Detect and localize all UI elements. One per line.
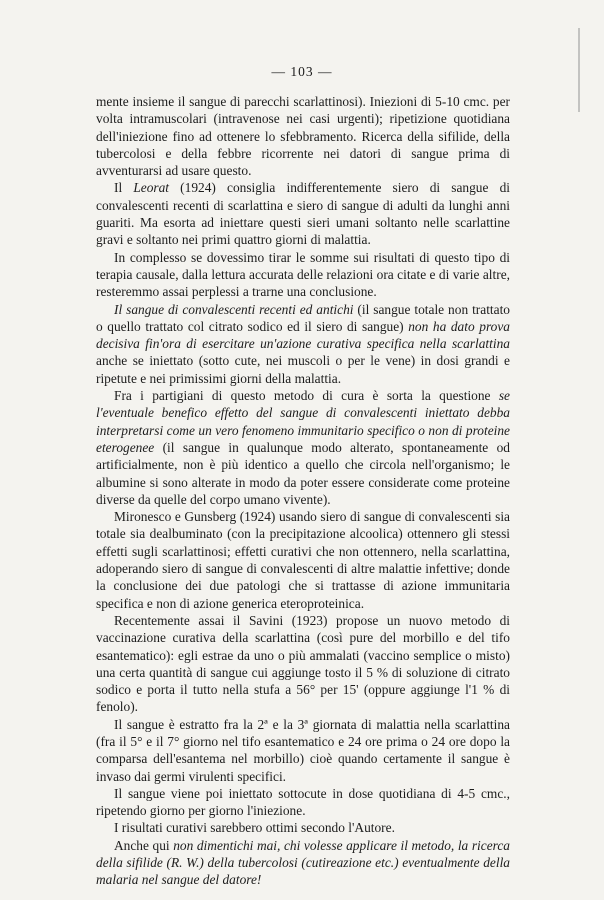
italic-text: non ha dato prova decisiva fin'ora di esercitare un'azione curativa specifica nella scarlattina	[96, 318, 510, 352]
text-run: In complesso se dovessimo tirar le somme sui risultati di questo tipo di terapia causale, dalla lettura accurata delle relazioni ora citate e di varie altre, resteremmo assai perplessi a trarne una conclusione.	[96, 249, 510, 300]
text-run: Il sangue viene poi iniettato sottocute in dose quotidiana di 4-5 cmc., ripetendo giorno per giorno l'iniezione.	[96, 785, 510, 819]
paragraph	[96, 93, 510, 179]
text-run: Recentemente assai il Savini (1923) propose un nuovo metodo di vaccinazione curativa della scarlattina (così pure del morbillo e del tifo esantematico): egli estrae da uno o più ammalati (vaccino semplice o misto) una certa quantità di sangue cui aggiunge tosto il 5 % di soluzione di citrato sodico e porta il tutto nella stufa a 56° per 15' (oppure aggiunge l'1 % di fenolo).	[96, 612, 510, 715]
text-run: Mironesco e Gunsberg (1924) usando siero di sangue di convalescenti sia totale sia dealbuminato (con la precipitazione alcoolica) ottennero gli stessi effetti sugli scarlattinosi; effetti curativi che non ottennero, nella scarlattina, adoperando siero di sangue di convalescenti di altre malattie infettive; donde la conclusione dei due patologi che si trattasse di azione immunitaria specifica e non di azione generica eteroproteinica.	[96, 509, 510, 611]
paragraph	[96, 612, 510, 716]
text-run: Fra i partigiani di questo metodo di cura è sorta la questione	[114, 388, 499, 404]
text-run: (il sangue in qualunque modo alterato, spontaneamente od artificialmente, non è più identico a quello che circola nell'organismo; le albumine si sono alterate in modo da poter essere considerate come proteine diverse da quelle del corpo umano vivente).	[96, 439, 510, 507]
paragraph	[96, 716, 510, 785]
paragraph	[96, 819, 510, 836]
text-run: (il sangue totale non trattato o quello trattato col citrato sodico ed il siero di sangue)	[96, 301, 510, 334]
text-run: Anche qui	[114, 837, 174, 853]
text-run: mente insieme il sangue di parecchi scarlattinosi). Iniezioni di 5-10 cmc. per volta intramuscolari (intravenose nei casi urgenti); ripetizione quotidiana dell'iniezione fino ad ottenere lo sfebbramento. Ricerca della sifilide, della tubercolosi e della febbre ricorrente nei datori di sangue prima di avventurarsi ad usare questo.	[96, 94, 510, 179]
paragraph	[96, 508, 510, 612]
paragraph	[96, 785, 510, 820]
paragraph	[96, 387, 510, 508]
text-run: (1924) consiglia indifferentemente siero di sangue di convalescenti recenti di scarlattina e siero di sangue di adulti da lunghi anni guariti. Ma esorta ad iniettare questi sieri umani soltanto nelle scarlattine gravi e soltanto nei primi quattro giorni di malattia.	[96, 180, 510, 248]
text-run: I risultati curativi sarebbero ottimi secondo l'Autore.	[114, 820, 395, 836]
text-run: Il sangue è estratto fra la 2ª e la 3ª giornata di malattia nella scarlattina (fra il 5° e il 7° giorno nel tifo esantematico e 24 ore prima o 24 ore dopo la comparsa dell'esantema nel morbillo) cioè quando certamente il sangue è invaso dai germi virulenti specifici.	[96, 716, 510, 784]
italic-text: non dimentichi mai, chi volesse applicare il metodo, la ricerca della sifilide (R. W.) della tubercolosi (cutireazione etc.) eventualmente della malaria nel sangue del datore!	[96, 837, 510, 888]
paragraph	[96, 179, 510, 248]
paragraph	[96, 301, 510, 387]
paragraph	[96, 837, 510, 889]
document-body	[96, 93, 510, 889]
italic-text: Il sangue di convalescenti recenti ed antichi	[114, 301, 354, 317]
text-run: anche se iniettato (sotto cute, nei muscoli o per le vene) in dosi grandi e ripetute e nei primissimi giorni della malattia.	[96, 353, 510, 386]
text-run: Il	[114, 180, 134, 196]
page-number: — 103 —	[271, 64, 333, 79]
paragraph	[96, 249, 510, 301]
italic-text: Leorat	[133, 180, 170, 196]
italic-text: se l'eventuale benefico effetto del sangue di convalescenti iniettato debba interpretarsi come un vero fenomeno immunitario specifico o non di proteine eterogenee	[96, 388, 510, 455]
